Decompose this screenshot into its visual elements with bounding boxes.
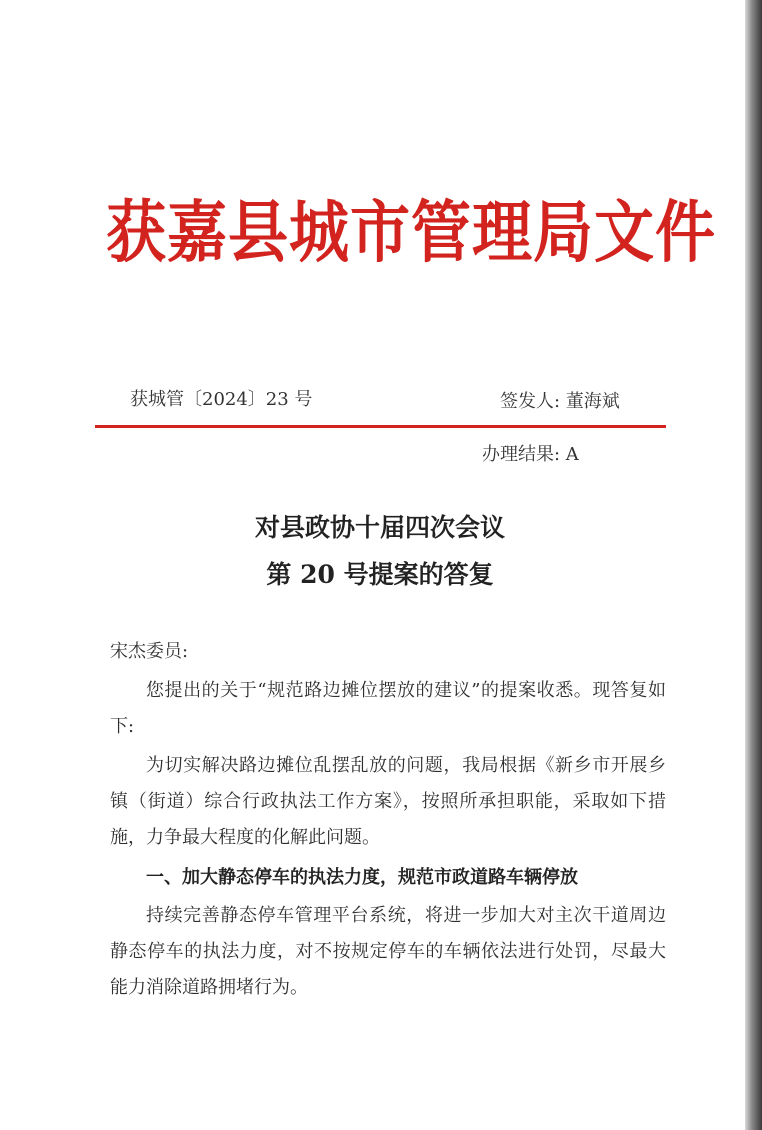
issuer-title: 获嘉县城市管理局文件 <box>106 193 716 273</box>
document-number: 获城管〔2024〕23 号 <box>130 389 313 410</box>
page-edge-shadow <box>745 0 762 1130</box>
body-paragraph-2: 为切实解决路边摊位乱摆乱放的问题，我局根据《新乡市开展乡镇（街道）综合行政执法工作方案》，按照所承担职能，采取如下措施，力争最大程度的化解此问题。 <box>110 755 666 848</box>
signer: 签发人: 董海斌 <box>500 391 620 412</box>
section-heading-1: 一、加大静态停车的执法力度，规范市政道路车辆停放 <box>146 867 578 888</box>
salutation: 宋杰委员: <box>110 641 189 662</box>
document-title-line-2: 第 20 号提案的答复 <box>266 560 494 589</box>
handling-result: 办理结果: A <box>482 444 579 465</box>
red-divider <box>95 425 666 428</box>
document-title-line-1: 对县政协十届四次会议 <box>254 513 505 542</box>
body-paragraph-3: 持续完善静态停车管理平台系统，将进一步加大对主次干道周边静态停车的执法力度，对不按规定停车的车辆依法进行处罚，尽最大能力消除道路拥堵行为。 <box>110 905 666 998</box>
body-paragraph-1: 您提出的关于“规范路边摊位摆放的建议”的提案收悉。现答复如下: <box>110 680 666 737</box>
